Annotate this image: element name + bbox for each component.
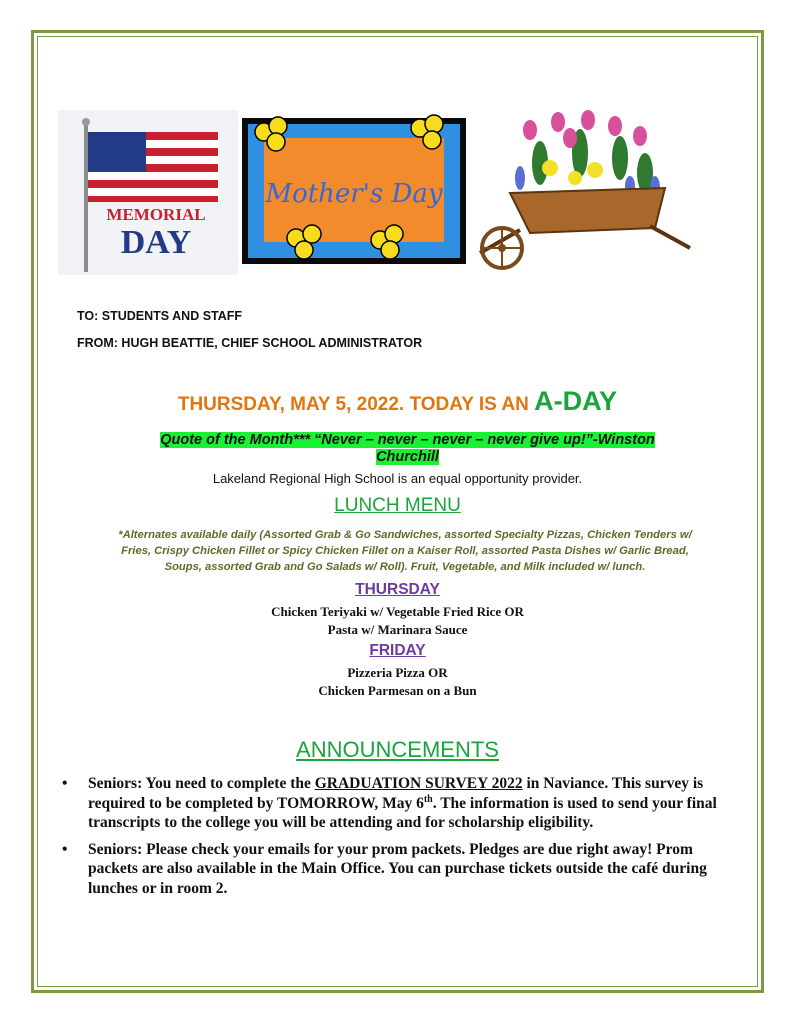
bullet-icon: • (62, 840, 68, 858)
alternates-line: Soups, assorted Grab and Go Salads w/ Roll). Fruit, Vegetable, and Milk included w/ lunch. (164, 561, 646, 573)
announcement-text: . The information is used to send your final transcripts to the college you will be attending and for scholarship eligibility. (88, 794, 717, 831)
memo-from: FROM: HUGH BEATTIE, CHIEF SCHOOL ADMINISTRATOR (77, 336, 423, 350)
announcements-list (62, 774, 722, 905)
alternates-line: *Alternates available daily (Assorted Grab & Go Sandwiches, assorted Specialty Pizzas, Chicken Tenders w/ (118, 529, 692, 541)
lunch-alternates (80, 527, 730, 575)
memo-to: TO: STUDENTS AND STAFF (77, 309, 243, 323)
quote-of-month (80, 432, 735, 466)
announcements-title: ANNOUNCEMENTS (296, 737, 499, 762)
memorial-text-2: DAY (120, 224, 192, 261)
announcement-text: Seniors: You need to complete the (88, 775, 315, 792)
flower-wheelbarrow-image (470, 108, 700, 278)
announcement-item (62, 774, 722, 833)
announcement-item (62, 840, 722, 899)
date-text: THURSDAY, MAY 5, 2022. TODAY IS AN (177, 394, 535, 415)
friday-title: FRIDAY (369, 642, 426, 659)
thursday-item: Chicken Teriyaki w/ Vegetable Fried Rice OR (271, 604, 524, 619)
date-line (40, 386, 755, 417)
mothers-day-image (240, 110, 470, 270)
mothers-day-text: Mother's Day (265, 179, 443, 209)
superscript: th (423, 793, 433, 805)
equal-opportunity: Lakeland Regional High School is an equal opportunity provider. (212, 471, 583, 486)
lunch-menu-title: LUNCH MENU (334, 495, 461, 516)
thursday-item: Pasta w/ Marinara Sauce (327, 622, 468, 637)
announcement-text: Seniors: Please check your emails for your prom packets. Pledges are due right away! Prom packets are also available in the Main Office. You can purchase tickets outside the café during lunches or in room 2. (88, 840, 707, 897)
memorial-day-image (58, 110, 238, 275)
friday-item: Chicken Parmesan on a Bun (318, 683, 477, 698)
a-day-label: A-DAY (534, 386, 618, 416)
quote-line-1: Quote of the Month*** “Never – never – never – never give up!”-Winston (160, 432, 655, 448)
bullet-icon: • (62, 775, 68, 792)
quote-line-2: Churchill (376, 449, 439, 465)
thursday-title: THURSDAY (355, 581, 440, 598)
friday-item: Pizzeria Pizza OR (347, 665, 448, 680)
announcement-text: in Naviance. This survey is required to be completed by TOMORROW, May 6 (88, 775, 704, 812)
graduation-survey-link[interactable]: GRADUATION SURVEY 2022 (314, 775, 523, 792)
alternates-line: Fries, Crispy Chicken Fillet or Spicy Chicken Fillet on a Kaiser Roll, assorted Pasta Dishes w/ Garlic Bread, (121, 545, 689, 557)
memorial-text-1: MEMORIAL (106, 205, 206, 224)
